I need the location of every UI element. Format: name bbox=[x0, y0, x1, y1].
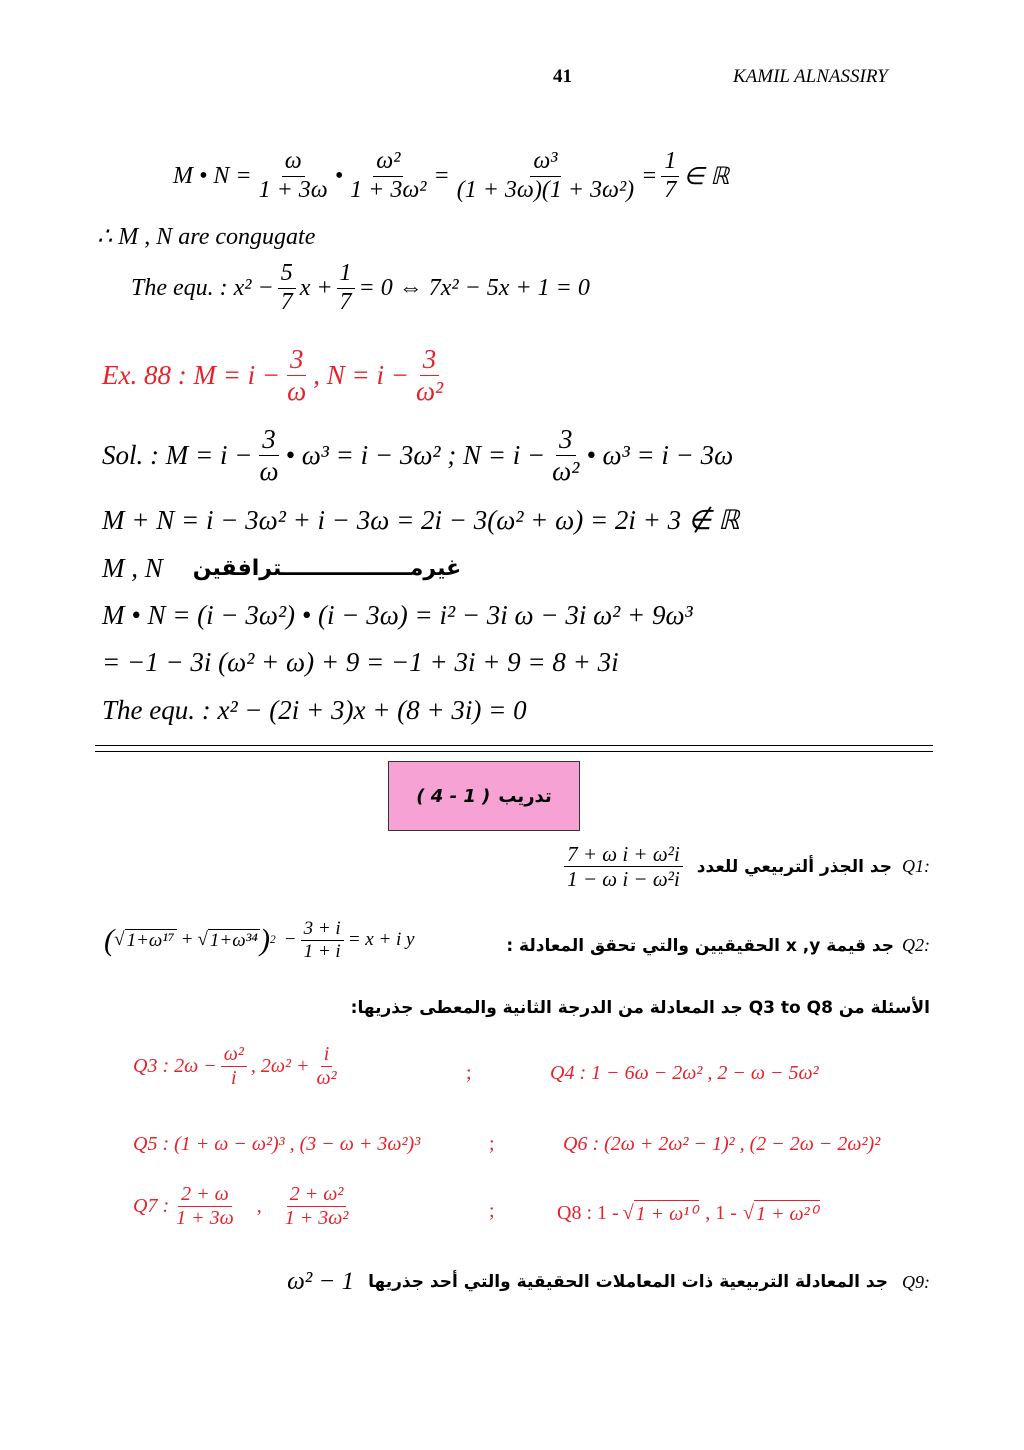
arabic-not-conjugate: غيرمـــــــــــــــــترافقين bbox=[192, 556, 462, 581]
solution-line-3 bbox=[102, 553, 461, 584]
sqrt-term: 1 + ω²⁰ bbox=[754, 1200, 820, 1226]
equ-lhs: The equ. : x² − bbox=[131, 274, 274, 301]
sqrt-sign: √ bbox=[622, 1201, 634, 1224]
plus: + bbox=[180, 929, 194, 951]
question-9 bbox=[287, 1268, 930, 1296]
fraction: $\frac{3 + i}{1 + i}$ bbox=[301, 918, 344, 963]
example-88-heading bbox=[102, 344, 450, 407]
equals: = bbox=[433, 162, 450, 189]
fraction: $\frac{3}{\text{ω²}}$ bbox=[415, 344, 444, 407]
question-6: Q6 : (2ω + 2ω² − 1)² , (2 − 2ω − 2ω²)² bbox=[563, 1133, 881, 1155]
dot: • bbox=[334, 162, 344, 189]
solution-text: Sol. : M = i − bbox=[102, 440, 253, 471]
divider bbox=[95, 745, 933, 746]
fraction: $\frac{3}{\omega}$ bbox=[259, 424, 279, 487]
fraction: $\frac{\text{2 + ω²}}{\text{1 + 3ω²}}$ bbox=[284, 1183, 349, 1229]
fraction: $\frac{\text{7 + ω i + ω²i}}{\text{1 − ω i − ω²i}}$ bbox=[564, 842, 683, 891]
solution-line-1 bbox=[102, 424, 733, 487]
fraction: $\frac{3}{\text{ω²}}$ bbox=[552, 424, 580, 487]
fraction: $\frac{3}{\omega}$ bbox=[287, 344, 307, 407]
example-mid: , N = i − bbox=[313, 360, 409, 391]
solution-text: • ω³ = i − 3ω² ; N = i − bbox=[285, 440, 546, 471]
equ-mid: x + bbox=[299, 274, 333, 301]
sqrt-sign: √ bbox=[742, 1201, 754, 1224]
equ-rhs: = 0 ⇔ 7x² − 5x + 1 = 0 bbox=[358, 274, 590, 301]
sqrt-term: 1+ω¹⁷ bbox=[126, 929, 175, 951]
question-text: Q3 : 2ω − bbox=[133, 1055, 217, 1077]
separator: , bbox=[256, 1195, 262, 1217]
question-label: Q2: bbox=[902, 935, 930, 955]
question-text: , 1 - bbox=[705, 1201, 737, 1224]
fraction: $\frac{\text{ω²}}{\text{1 + 3ω²}}$ bbox=[350, 148, 427, 203]
fraction: $\frac{\text{ω²}}{i}$ bbox=[221, 1043, 247, 1090]
solution-text: • ω³ = i − 3ω bbox=[586, 440, 734, 471]
fraction: $\frac{\omega}{1 + 3\omega}$ bbox=[258, 148, 328, 203]
sqrt-sign: √ bbox=[114, 929, 125, 951]
separator: ; bbox=[466, 1062, 472, 1084]
fraction: $\frac{1}{7}$ bbox=[661, 148, 679, 204]
fraction: $\frac{1}{7}$ bbox=[337, 260, 355, 316]
minus: − bbox=[283, 929, 297, 951]
question-1 bbox=[560, 842, 930, 891]
example-label: Ex. 88 : M = i − bbox=[102, 360, 281, 391]
equals: = bbox=[641, 162, 658, 189]
question-text: Q8 : 1 - bbox=[557, 1201, 619, 1224]
paren: ( bbox=[104, 922, 115, 957]
divider bbox=[95, 751, 933, 752]
fraction: $\frac{i}{\text{ω²}}$ bbox=[316, 1043, 337, 1089]
sqrt-term: 1+ω³⁴ bbox=[209, 929, 258, 951]
solution-line-6: The equ. : x² − (2i + 3)x + (8 + 3i) = 0 bbox=[102, 695, 527, 725]
question-rhs: = x + i y bbox=[347, 929, 415, 951]
paren: ) bbox=[259, 922, 271, 957]
separator: ; bbox=[489, 1200, 495, 1222]
fraction: $\frac{2 + \omega}{1 + 3\omega}$ bbox=[176, 1183, 234, 1229]
solution-line-5: = −1 − 3i (ω² + ω) + 9 = −1 + 3i + 9 = 8 + 3i bbox=[102, 647, 619, 677]
solution-line-4: M • N = (i − 3ω²) • (i − 3ω) = i² − 3i ω − 3i ω² + 9ω³ bbox=[102, 600, 693, 630]
exercise-number: ( 1 - 4 ) bbox=[416, 785, 491, 807]
therefore-line: ∴ M , N are congugate bbox=[97, 224, 316, 250]
sqrt-term: 1 + ω¹⁰ bbox=[634, 1200, 700, 1226]
question-3 bbox=[133, 1043, 344, 1090]
question-expression: ω² − 1 bbox=[287, 1268, 355, 1295]
question-2-expression: ( √ 1+ω¹⁷ + √ 1+ω³⁴ ) 2 − $\frac{3 + i}{1 + i}$ = x + i y bbox=[104, 918, 415, 962]
fraction: $\frac{5}{7}$ bbox=[278, 260, 296, 316]
solution-text: M , N bbox=[102, 553, 163, 583]
separator: ; bbox=[489, 1133, 495, 1155]
page-number: 41 bbox=[553, 66, 572, 87]
question-text: , 2ω² + bbox=[250, 1055, 310, 1077]
question-text: جد الجذر ألتربيعي للعدد bbox=[696, 856, 892, 877]
question-text: جد قيمة x ,y الحقيقيين والتي تحقق المعادلة : bbox=[506, 935, 894, 956]
question-7 bbox=[133, 1183, 355, 1230]
mn-product-lhs: M • N = bbox=[173, 162, 252, 189]
equation-line bbox=[131, 260, 590, 316]
question-text: جد المعادلة التربيعية ذات المعاملات الحقيقية والتي أحد جذريها bbox=[368, 1272, 888, 1292]
question-4: Q4 : 1 − 6ω − 2ω² , 2 − ω − 5ω² bbox=[550, 1062, 819, 1084]
author-name: KAMIL ALNASSIRY bbox=[733, 66, 888, 87]
question-label: Q1: bbox=[902, 856, 930, 877]
exercise-box bbox=[388, 761, 580, 831]
mn-product-line bbox=[173, 148, 729, 204]
question-8 bbox=[557, 1200, 820, 1226]
exercise-title: تدريب bbox=[498, 785, 552, 807]
question-label: Q7 : bbox=[133, 1195, 170, 1217]
fraction: $\frac{\text{ω³}}{\text{(1 + 3ω)(1 + 3ω²)}}$ bbox=[456, 148, 635, 203]
question-5: Q5 : (1 + ω − ω²)³ , (3 − ω + 3ω²)³ bbox=[133, 1133, 421, 1155]
question-2 bbox=[506, 935, 930, 956]
in-reals: ∈ ℝ bbox=[683, 163, 730, 190]
questions-3-8-intro: الأسئلة من Q3 to Q8 جد المعادلة من الدرجة الثانية والمعطى جذريها: bbox=[350, 998, 930, 1018]
sqrt-sign: √ bbox=[197, 929, 208, 951]
solution-line-2: M + N = i − 3ω² + i − 3ω = 2i − 3(ω² + ω) = 2i + 3 ∉ ℝ bbox=[102, 505, 740, 535]
question-label: Q9: bbox=[902, 1271, 930, 1292]
